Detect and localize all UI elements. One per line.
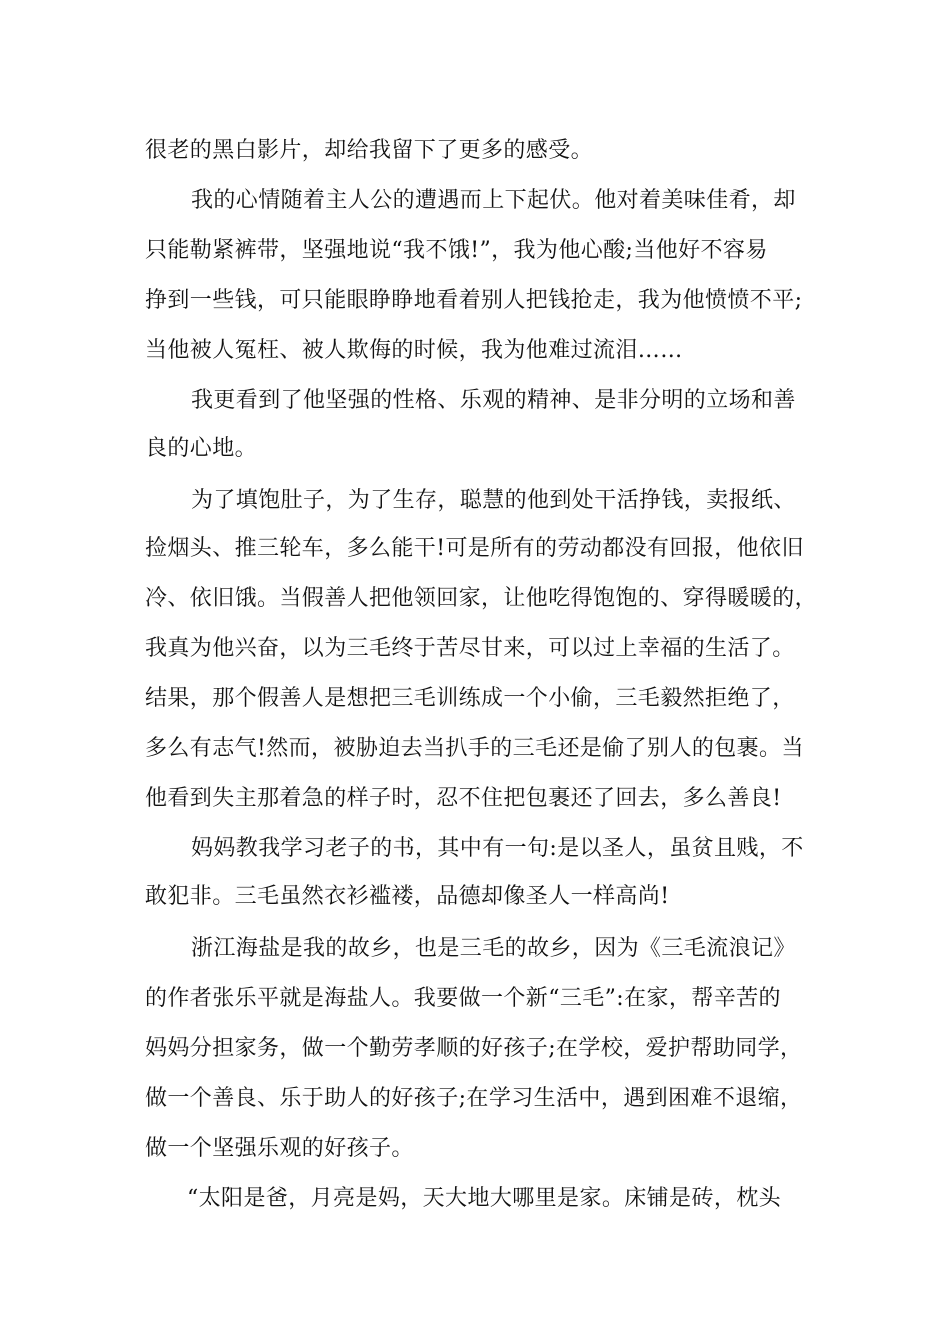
paragraph-start-line: 为了填饱肚子，为了生存，聪慧的他到处干活挣钱，卖报纸、 [191, 488, 796, 513]
text-line: 挣到一些钱，可只能眼睁睁地看着别人把钱抢走，我为他愤愤不平; [145, 288, 803, 313]
text-line: 敢犯非。三毛虽然衣衫褴褛，品德却像圣人一样高尚! [145, 884, 670, 909]
paragraph-start-line: “太阳是爸，月亮是妈，天大地大哪里是家。床铺是砖，枕头 [187, 1186, 782, 1211]
text-line: 很老的黑白影片，却给我留下了更多的感受。 [145, 138, 594, 163]
text-line: 良的心地。 [145, 436, 258, 461]
text-line: 捡烟头、推三轮车，多么能干!可是所有的劳动都没有回报，他依旧 [145, 536, 804, 561]
text-line: 结果，那个假善人是想把三毛训练成一个小偷，三毛毅然拒绝了， [145, 686, 795, 711]
text-line: 多么有志气!然而，被胁迫去当扒手的三毛还是偷了别人的包裹。当 [145, 736, 804, 761]
paragraph-start-line: 妈妈教我学习老子的书，其中有一句:是以圣人，虽贫且贱，不 [191, 836, 804, 861]
paragraph-start-line: 我的心情随着主人公的遭遇而上下起伏。他对着美味佳肴，却 [191, 188, 796, 213]
paragraph-start-line: 浙江海盐是我的故乡，也是三毛的故乡，因为《三毛流浪记》 [191, 936, 796, 961]
text-line: 当他被人冤枉、被人欺侮的时候，我为他难过流泪…… [145, 338, 683, 363]
text-line: 冷、依旧饿。当假善人把他领回家，让他吃得饱饱的、穿得暖暖的， [145, 586, 818, 611]
text-line: 妈妈分担家务，做一个勤劳孝顺的好孩子;在学校，爱护帮助同学， [145, 1036, 803, 1061]
text-line: 做一个坚强乐观的好孩子。 [145, 1136, 414, 1161]
text-line: 他看到失主那着急的样子时，忍不住把包裹还了回去，多么善良! [145, 786, 782, 811]
text-line: 做一个善良、乐于助人的好孩子;在学习生活中，遇到困难不退缩， [145, 1086, 803, 1111]
paragraph-start-line: 我更看到了他坚强的性格、乐观的精神、是非分明的立场和善 [191, 388, 796, 413]
text-line: 我真为他兴奋，以为三毛终于苦尽甘来，可以过上幸福的生活了。 [145, 636, 795, 661]
text-line: 只能勒紧裤带，坚强地说“我不饿!”，我为他心酸;当他好不容易 [145, 238, 768, 263]
text-line: 的作者张乐平就是海盐人。我要做一个新“三毛”:在家，帮辛苦的 [145, 986, 781, 1011]
